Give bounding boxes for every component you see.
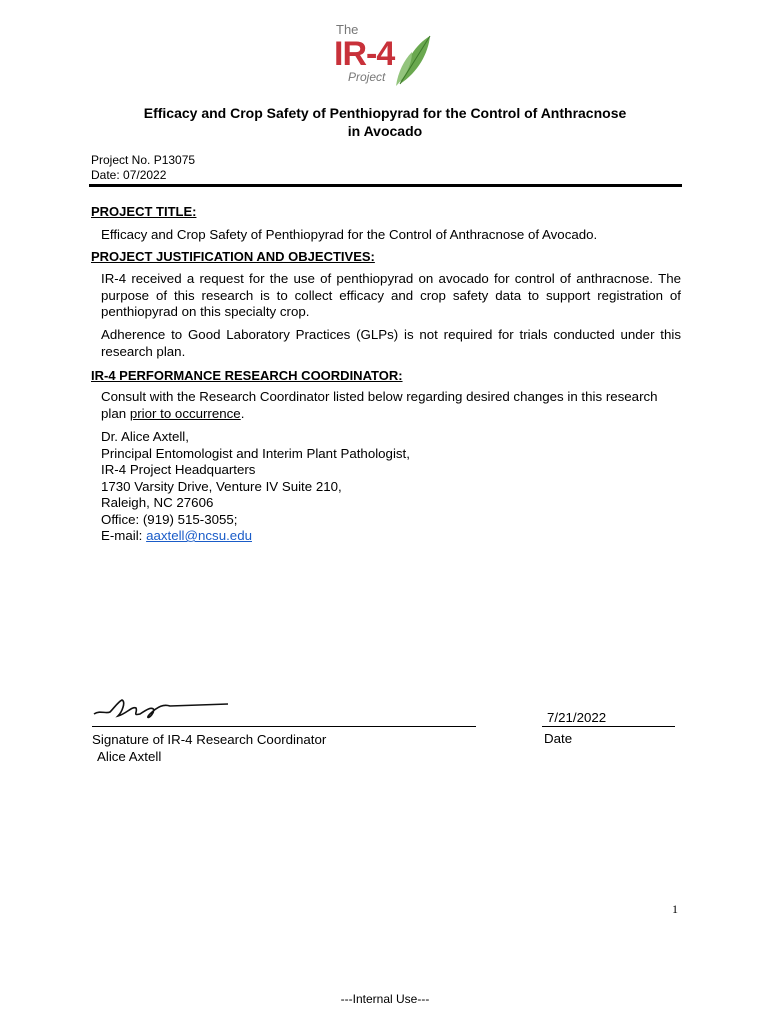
coordinator-consult-text — [101, 389, 681, 422]
date-line — [542, 726, 675, 727]
signer-name: Alice Axtell — [97, 749, 162, 764]
signature-image — [92, 692, 232, 726]
coordinator-address-1: 1730 Varsity Drive, Venture IV Suite 210, — [101, 478, 342, 494]
signature-line — [92, 726, 476, 727]
coordinator-office: Office: (919) 515-3055; — [101, 511, 238, 527]
consult-end: . — [240, 405, 245, 421]
email-label: E-mail: — [101, 528, 147, 543]
document-date: Date: 07/2022 — [91, 168, 167, 182]
document-meta — [91, 153, 195, 183]
title-line-2: in Avocado — [347, 123, 423, 139]
leaf-icon — [394, 32, 434, 88]
page-number: 1 — [672, 902, 678, 916]
signature-date-value: 7/21/2022 — [547, 710, 607, 725]
footer-internal-use: ---Internal Use--- — [340, 992, 430, 1006]
title-line-1: Efficacy and Crop Safety of Penthiopyrad for the Control of Anthracnose — [143, 105, 627, 121]
ir4-logo — [330, 22, 438, 88]
logo-the-text: The — [336, 22, 359, 37]
coordinator-heading: IR-4 PERFORMANCE RESEARCH COORDINATOR: — [91, 368, 403, 383]
consult-underlined: prior to occurrence — [129, 405, 241, 421]
email-link[interactable]: aaxtell@ncsu.edu — [146, 528, 252, 543]
coordinator-email-line — [101, 528, 410, 545]
project-title-heading: PROJECT TITLE: — [91, 204, 197, 219]
logo-project-text: Project — [348, 70, 386, 84]
project-title-text: Efficacy and Crop Safety of Penthiopyrad for the Control of Anthracnose of Avocado. — [101, 227, 598, 242]
justification-heading: PROJECT JUSTIFICATION AND OBJECTIVES: — [91, 249, 375, 264]
signature-label: Signature of IR-4 Research Coordinator — [92, 732, 327, 747]
consult-text: Consult with the Research Coordinator listed below regarding desired changes in this research plan — [101, 389, 658, 421]
coordinator-contact — [101, 429, 410, 545]
header-divider — [89, 184, 682, 187]
project-number: Project No. P13075 — [91, 153, 196, 167]
coordinator-role: Principal Entomologist and Interim Plant Pathologist, — [101, 445, 410, 461]
logo-ir4-text: IR-4 — [334, 35, 395, 73]
signature-label-block — [92, 731, 326, 765]
coordinator-name: Dr. Alice Axtell, — [101, 429, 189, 444]
coordinator-org: IR-4 Project Headquarters — [101, 462, 256, 477]
justification-paragraph-2: Adherence to Good Laboratory Practices (GLPs) is not required for trials conducted under this research plan. — [101, 327, 681, 359]
date-label: Date — [544, 731, 573, 746]
document-title — [80, 104, 690, 140]
coordinator-address-2: Raleigh, NC 27606 — [101, 495, 214, 510]
justification-paragraph-1: IR-4 received a request for the use of penthiopyrad on avocado for control of anthracnose. The purpose of this research is to collect efficacy and crop safety data to support registration of penthiopyrad on this specialty crop. — [101, 271, 681, 319]
